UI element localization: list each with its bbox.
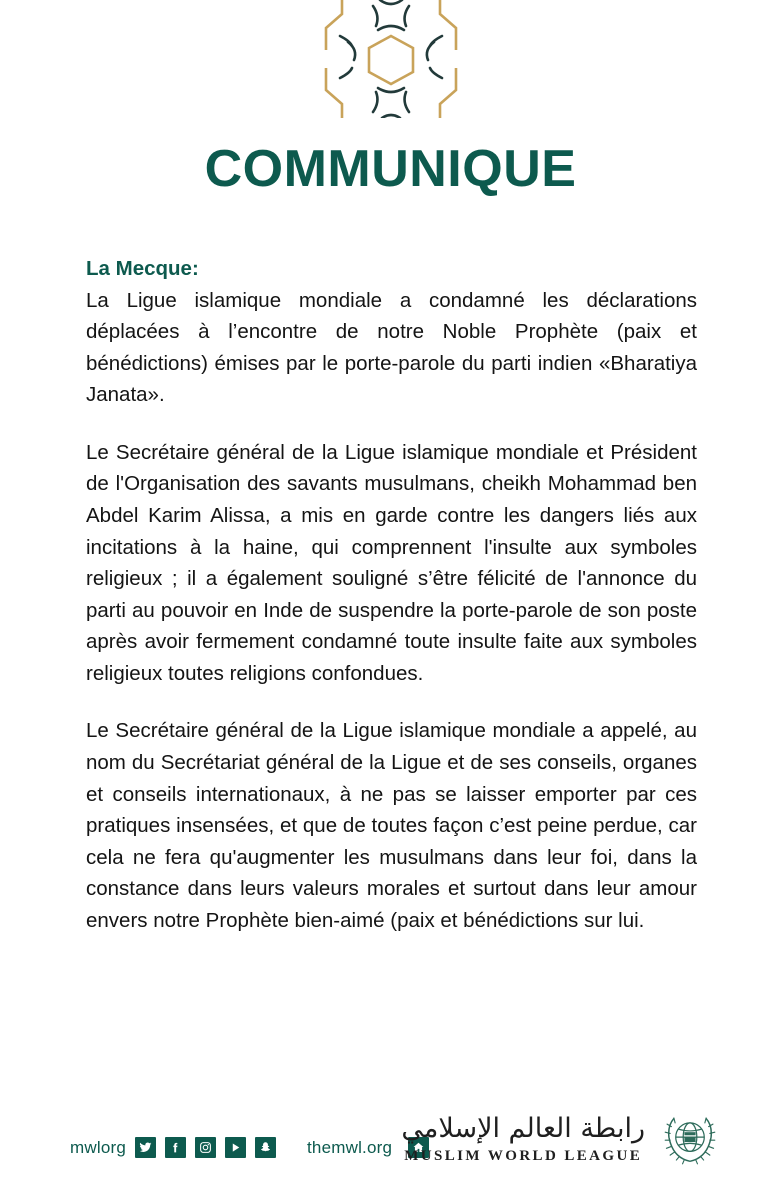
twitter-glyph: [139, 1141, 152, 1154]
paragraph-1: La Ligue islamique mondiale a condamné les déclarations déplacées à l’encontre de notre Noble Prophète (paix et bénédictions) émises par le porte-parole du parti indien «Bharatiya Janata».: [86, 288, 697, 407]
youtube-icon[interactable]: [225, 1137, 246, 1158]
facebook-glyph: [169, 1141, 182, 1154]
youtube-glyph: [229, 1141, 242, 1154]
snapchat-glyph: [259, 1141, 272, 1154]
page-title: COMMUNIQUE: [204, 140, 577, 198]
facebook-icon[interactable]: [165, 1137, 186, 1158]
instagram-icon[interactable]: [195, 1137, 216, 1158]
header-ornament: [0, 0, 781, 120]
twitter-icon[interactable]: [135, 1137, 156, 1158]
footer: [0, 1070, 781, 1200]
mwl-logo-arabic: رابطة العالم الإسلامي: [401, 1113, 645, 1145]
footer-social-bar: [70, 1137, 429, 1158]
instagram-glyph: [199, 1141, 212, 1154]
geometric-ornament-icon: [316, 0, 466, 118]
mwl-logo-text: [401, 1113, 645, 1164]
paragraph-2: Le Secrétaire général de la Ligue islamique mondiale et Président de l'Organisation des savants musulmans, cheikh Mohammad ben Abdel Karim Alissa, a mis en garde contre les dangers liés aux incitations à la haine, qui comprennent l'insulte aux symboles religieux ; il a également souligné s’être félicité de l'annonce du parti au pouvoir en Inde de suspendre la porte-parole de son poste après avoir fermement condamné toute insulte faite aux symboles religieux toutes religions confondues.: [86, 440, 697, 685]
paragraph-3: Le Secrétaire général de la Ligue islamique mondiale a appelé, au nom du Secrétariat général de la Ligue et de ses conseils, organes et conseils internationaux, à ne pas se laisser emporter par ces pratiques insensées, et que de toutes façon c’est peine perdue, car cela ne fera qu'augmenter les musulmans dans leur foi, dans la constance dans leurs valeurs morales et surtout dans leur amour envers notre Prophète bien-aimé (paix et bénédictions sur lui.: [86, 719, 697, 932]
mwl-emblem-icon: [659, 1108, 721, 1170]
dateline: La Mecque:: [86, 257, 199, 280]
mwl-logo: [401, 1108, 721, 1170]
social-handle: mwlorg: [70, 1137, 126, 1157]
website-label: themwl.org: [307, 1137, 393, 1157]
mwl-logo-english: MUSLIM WORLD LEAGUE: [404, 1147, 643, 1164]
communique-body: [86, 255, 697, 936]
snapchat-icon[interactable]: [255, 1137, 276, 1158]
